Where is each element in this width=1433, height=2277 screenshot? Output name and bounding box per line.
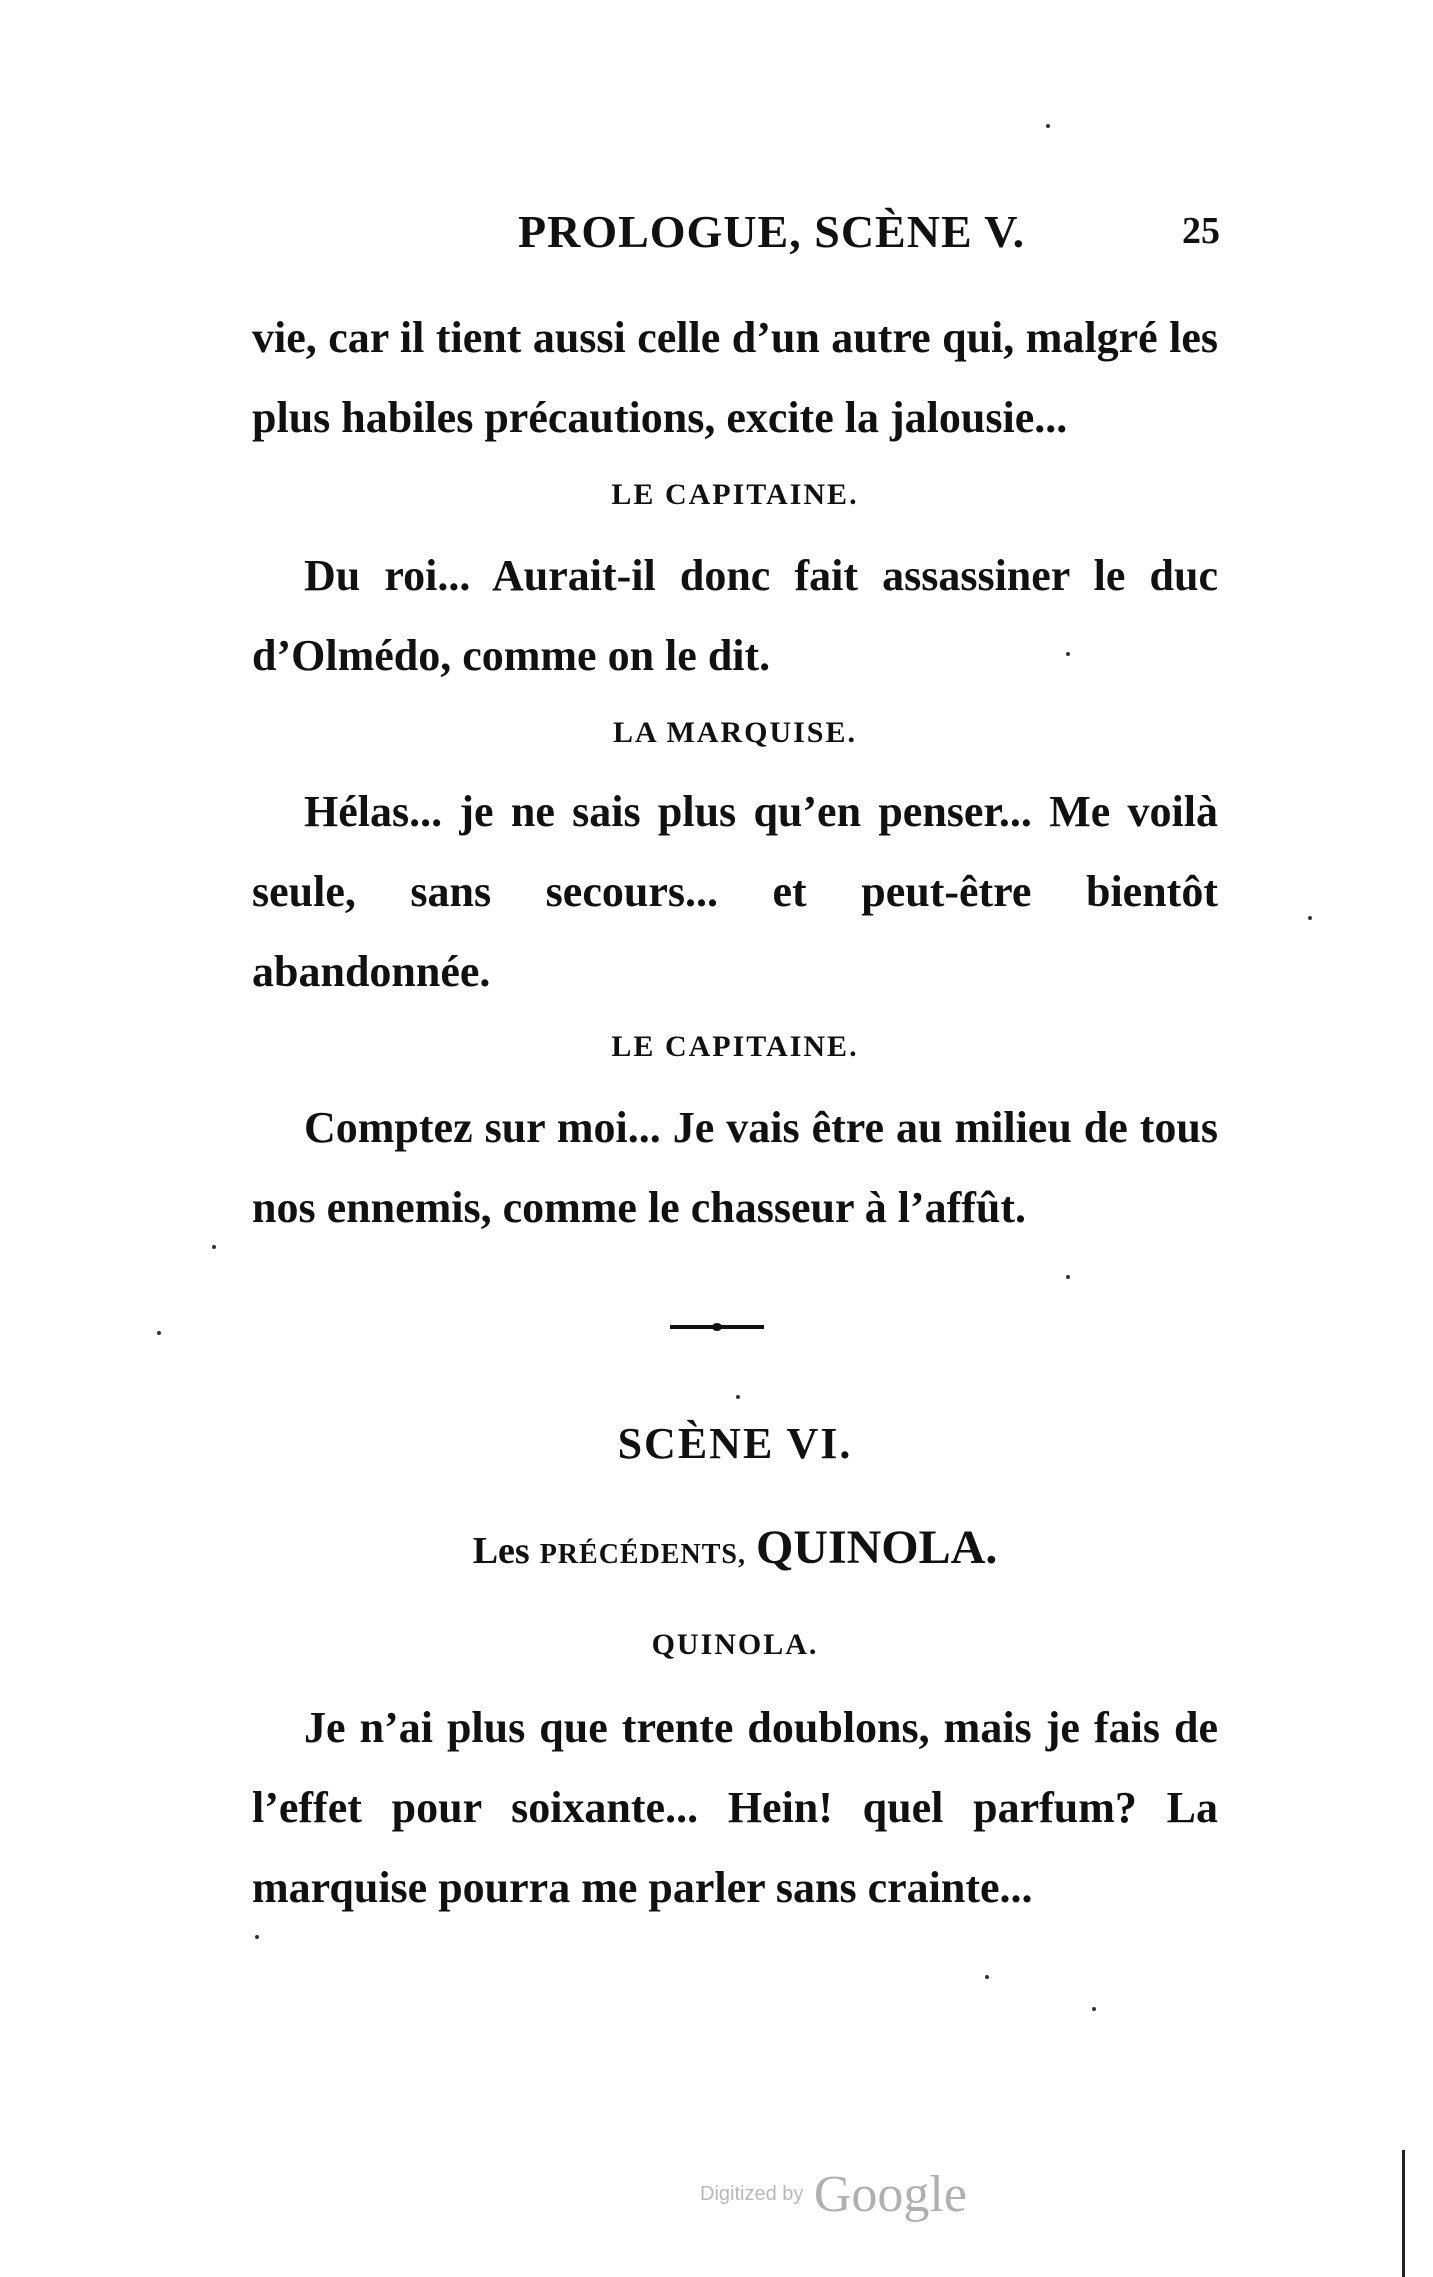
- dialogue-paragraph: Hélas... je ne sais plus qu’en penser... Me voilà seule, sans secours... et peut-être bientôt abandonnée.: [252, 787, 1218, 996]
- scan-speck: [157, 1331, 161, 1335]
- scan-speck: [736, 1395, 740, 1399]
- dialogue-paragraph: Du roi... Aurait-il donc fait assassiner le duc d’Olmédo, comme on le dit.: [252, 551, 1218, 680]
- characters-name: QUINOLA.: [755, 1521, 998, 1574]
- scene-characters: [252, 1520, 1218, 1575]
- speaker-label: QUINOLA.: [651, 1628, 819, 1661]
- watermark-digitized-text: Digitized by: [700, 2183, 804, 2205]
- scan-speck: [255, 1935, 259, 1939]
- characters-les: Les: [472, 1530, 530, 1572]
- speaker-label: LA MARQUISE.: [612, 716, 858, 749]
- scan-speck: [1066, 652, 1070, 656]
- scan-speck: [1092, 2007, 1096, 2011]
- scan-speck: [1066, 1275, 1070, 1279]
- section-divider-rule: [670, 1325, 764, 1329]
- scene-title: SCÈNE VI.: [617, 1419, 853, 1468]
- page-number: 25: [1182, 210, 1220, 252]
- scan-speck: [985, 1975, 989, 1979]
- running-head: [250, 205, 1220, 265]
- dialogue-paragraph: Je n’ai plus que trente doublons, mais je fais de l’effet pour soixante... Hein! quel parfum? La marquise pourra me parler sans crainte...: [252, 1703, 1218, 1912]
- characters-precedents: PRÉCÉDENTS,: [539, 1539, 746, 1570]
- paragraph-continued: vie, car il tient aussi celle d’un autre qui, malgré les plus habiles précautions, excite la jalousie...: [252, 313, 1218, 442]
- google-logo-text: Google: [813, 2166, 967, 2223]
- speaker-label: LE CAPITAINE.: [611, 478, 859, 511]
- scan-speck: [212, 1245, 216, 1249]
- dialogue-paragraph: Comptez sur moi... Je vais être au milieu de tous nos ennemis, comme le chasseur à l’affût.: [252, 1103, 1218, 1232]
- scan-edge-line: [1402, 2150, 1405, 2277]
- running-title: PROLOGUE, SCÈNE V.: [518, 206, 1026, 257]
- scan-speck: [1308, 916, 1312, 920]
- speaker-label: LE CAPITAINE.: [611, 1030, 859, 1063]
- scan-speck: [1046, 124, 1050, 128]
- digitized-by-google-watermark: [700, 2165, 967, 2224]
